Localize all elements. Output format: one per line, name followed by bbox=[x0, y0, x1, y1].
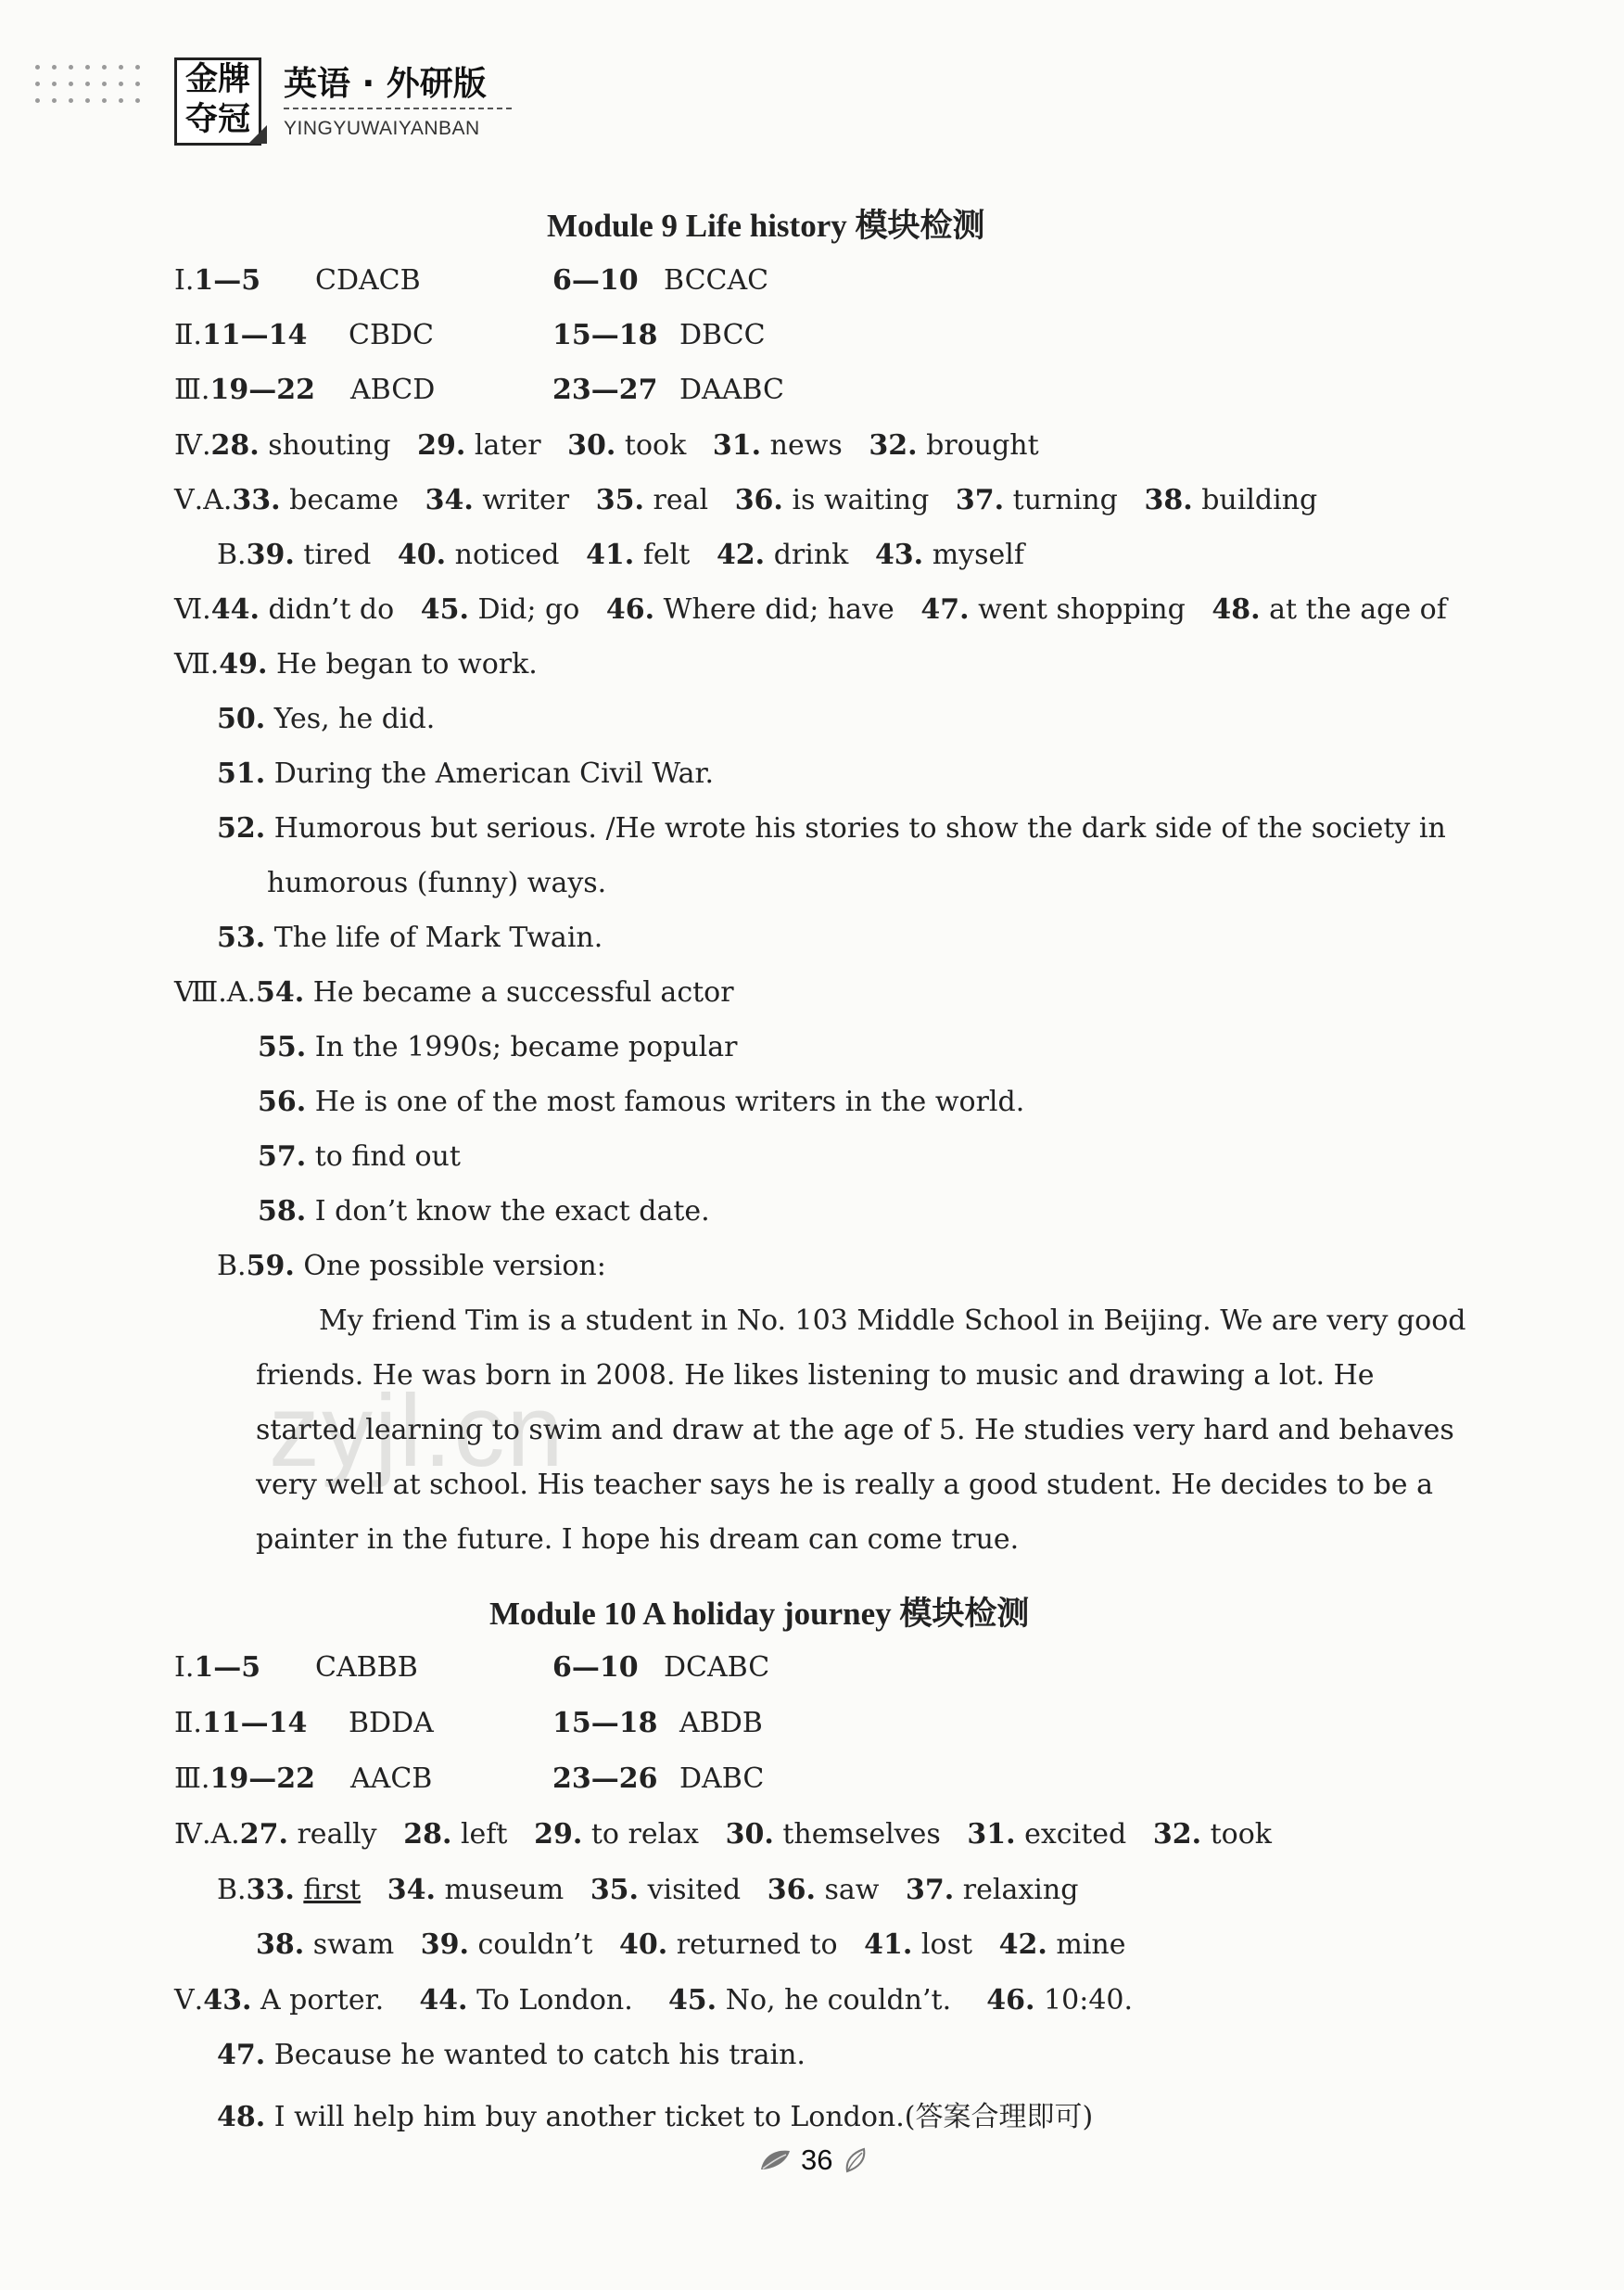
part-label: A. bbox=[210, 1818, 240, 1851]
item-number: 49. bbox=[219, 648, 268, 681]
m9-sec7-52 bbox=[217, 812, 1446, 845]
m10-sec4b bbox=[217, 1874, 1078, 1906]
answer: left bbox=[460, 1818, 508, 1851]
logo-line2: 夺冠 bbox=[185, 101, 251, 138]
section-number: Ⅲ. bbox=[174, 374, 210, 406]
answer: later bbox=[474, 429, 541, 462]
m9-sec8-56 bbox=[258, 1086, 1024, 1118]
answer: news bbox=[769, 429, 843, 462]
part-label: B. bbox=[217, 1874, 247, 1906]
m9-sec7-53 bbox=[217, 922, 603, 954]
m9-sec2 bbox=[174, 319, 307, 351]
m9-sec8-54 bbox=[174, 976, 734, 1009]
item-number: 38. bbox=[256, 1928, 305, 1961]
section-number: Ⅷ. bbox=[174, 976, 227, 1009]
item-number: 39. bbox=[420, 1928, 469, 1961]
header-dots-decoration bbox=[35, 65, 156, 115]
item-number: 58. bbox=[258, 1195, 307, 1228]
page-footer bbox=[758, 2144, 869, 2177]
item-number: 37. bbox=[955, 484, 1005, 516]
answer: became bbox=[289, 484, 400, 516]
answer: first bbox=[303, 1874, 362, 1906]
m9-sec7-50 bbox=[217, 703, 435, 735]
m9-sec7-52-continued: humorous (funny) ways. bbox=[267, 867, 607, 899]
item-number: 51. bbox=[217, 757, 266, 790]
range: 19—22 bbox=[209, 1762, 315, 1795]
section-number: Ⅶ. bbox=[174, 648, 220, 681]
m9-sec7-51 bbox=[217, 757, 714, 790]
answer: is waiting bbox=[792, 484, 930, 516]
essay-line: friends. He was born in 2008. He likes listening to music and drawing a lot. He bbox=[256, 1359, 1375, 1392]
answer: He became a successful actor bbox=[312, 976, 734, 1009]
m9-sec5b bbox=[217, 539, 1024, 571]
item-number: 40. bbox=[397, 539, 447, 571]
m9-sec6 bbox=[174, 593, 1447, 626]
answer-group: BDDA bbox=[349, 1707, 434, 1739]
section-number: Ⅰ. bbox=[174, 264, 195, 297]
essay-line: started learning to swim and draw at the age of 5. He studies very hard and behaves bbox=[256, 1414, 1454, 1446]
answer: saw bbox=[824, 1874, 880, 1906]
item-number: 52. bbox=[217, 812, 266, 845]
essay-line: My friend Tim is a student in No. 103 Middle School in Beijing. We are very good bbox=[319, 1304, 1466, 1337]
item-number: 28. bbox=[210, 429, 260, 462]
page-number: 36 bbox=[801, 2144, 833, 2176]
section-number: Ⅵ. bbox=[174, 593, 211, 626]
m9-sec3 bbox=[174, 374, 315, 406]
logo-corner-decoration bbox=[248, 125, 267, 144]
item-number: 33. bbox=[246, 1874, 295, 1906]
answer: lost bbox=[920, 1928, 973, 1961]
answer: Where did; have bbox=[663, 593, 894, 626]
section-number: Ⅳ. bbox=[174, 1818, 211, 1851]
leaf-right-icon bbox=[842, 2147, 869, 2173]
answer: In the 1990s; became popular bbox=[314, 1031, 738, 1063]
answer: real bbox=[653, 484, 709, 516]
answer: shouting bbox=[268, 429, 391, 462]
item-number: 30. bbox=[567, 429, 616, 462]
answer: mine bbox=[1056, 1928, 1126, 1961]
range: 11—14 bbox=[201, 1707, 308, 1739]
item-number: 31. bbox=[967, 1818, 1016, 1851]
item-number: 29. bbox=[534, 1818, 583, 1851]
m9-sec7-49 bbox=[174, 648, 538, 681]
answer: To London. bbox=[476, 1984, 633, 2016]
m9-sec4 bbox=[174, 429, 1039, 462]
item-number: 34. bbox=[425, 484, 474, 516]
answer: brought bbox=[926, 429, 1039, 462]
m9-sec8-57 bbox=[258, 1140, 461, 1173]
answer: A porter. bbox=[260, 1984, 385, 2016]
subject-pinyin: YINGYUWAIYANBAN bbox=[284, 118, 480, 139]
answer: swam bbox=[312, 1928, 395, 1961]
answer-group: CABBB bbox=[315, 1651, 418, 1684]
range: 1—5 bbox=[194, 264, 261, 297]
answer-group: CDACB bbox=[315, 264, 421, 297]
item-number: 46. bbox=[605, 593, 655, 626]
answer: to find out bbox=[314, 1140, 461, 1173]
m10-sec5-48 bbox=[217, 2093, 1093, 2134]
item-number: 32. bbox=[1152, 1818, 1202, 1851]
answer-group: DABC bbox=[679, 1762, 765, 1795]
answer: He is one of the most famous writers in the world. bbox=[314, 1086, 1025, 1118]
answer: really bbox=[297, 1818, 377, 1851]
m9-sec1 bbox=[174, 264, 260, 297]
item-number: 45. bbox=[420, 593, 469, 626]
answer-group: ABDB bbox=[679, 1707, 763, 1739]
m10-sec2 bbox=[174, 1707, 307, 1739]
item-number: 59. bbox=[246, 1250, 295, 1282]
m10-sec1 bbox=[174, 1651, 260, 1684]
item-number: 35. bbox=[595, 484, 644, 516]
item-number: 38. bbox=[1144, 484, 1193, 516]
m9-sec8-58 bbox=[258, 1195, 710, 1228]
section-number: Ⅳ. bbox=[174, 429, 211, 462]
essay-line: painter in the future. I hope his dream can come true. bbox=[256, 1523, 1020, 1556]
answer: I will help him buy another ticket to London.(答案合理即可) bbox=[273, 2101, 1094, 2133]
answer: took bbox=[1210, 1818, 1272, 1851]
m10-sec4b2 bbox=[256, 1928, 1126, 1961]
item-number: 45. bbox=[667, 1984, 717, 2016]
answer-group: DCABC bbox=[664, 1651, 770, 1684]
answer: Because he wanted to catch his train. bbox=[273, 2039, 806, 2071]
item-number: 46. bbox=[986, 1984, 1035, 2016]
item-number: 28. bbox=[403, 1818, 452, 1851]
m9-sec5a bbox=[174, 484, 1317, 516]
answer: themselves bbox=[782, 1818, 941, 1851]
answer: No, he couldn’t. bbox=[725, 1984, 952, 2016]
item-number: 43. bbox=[874, 539, 924, 571]
item-number: 47. bbox=[920, 593, 970, 626]
header-divider bbox=[284, 108, 512, 109]
answer: myself bbox=[932, 539, 1024, 571]
item-number: 56. bbox=[258, 1086, 307, 1118]
subject-title: 英语 · 外研版 bbox=[284, 65, 487, 103]
item-number: 33. bbox=[232, 484, 281, 516]
answer: returned to bbox=[676, 1928, 838, 1961]
part-label: A. bbox=[226, 976, 256, 1009]
m10-sec4a bbox=[174, 1818, 1272, 1851]
answer: visited bbox=[647, 1874, 742, 1906]
section-number: Ⅰ. bbox=[174, 1651, 195, 1684]
item-number: 55. bbox=[258, 1031, 307, 1063]
range: 1—5 bbox=[194, 1651, 261, 1684]
item-number: 40. bbox=[619, 1928, 668, 1961]
section-number: Ⅱ. bbox=[174, 1707, 202, 1739]
answer: went shopping bbox=[978, 593, 1186, 626]
m10-sec5-47 bbox=[217, 2039, 806, 2071]
answer: Yes, he did. bbox=[273, 703, 436, 735]
range: 6—10 bbox=[552, 264, 639, 297]
item-number: 32. bbox=[869, 429, 918, 462]
answer: Humorous but serious. /He wrote his stories to show the dark side of the society in bbox=[273, 812, 1446, 845]
item-number: 54. bbox=[256, 976, 305, 1009]
item-number: 37. bbox=[906, 1874, 955, 1906]
range: 15—18 bbox=[552, 319, 658, 351]
answer: relaxing bbox=[962, 1874, 1079, 1906]
section-number: Ⅴ. bbox=[174, 1984, 204, 2016]
m9-sec8-55 bbox=[258, 1031, 738, 1063]
answer: 10:40. bbox=[1044, 1984, 1134, 2016]
item-number: 44. bbox=[419, 1984, 468, 2016]
range: 23—27 bbox=[552, 374, 658, 406]
answer: He began to work. bbox=[276, 648, 538, 681]
range: 15—18 bbox=[552, 1707, 658, 1739]
part-label: B. bbox=[217, 1250, 247, 1282]
answer: felt bbox=[642, 539, 691, 571]
answer: building bbox=[1201, 484, 1318, 516]
answer-group: AACB bbox=[350, 1762, 433, 1795]
item-number: 30. bbox=[725, 1818, 774, 1851]
item-number: 53. bbox=[217, 922, 266, 954]
answer: couldn’t bbox=[477, 1928, 593, 1961]
item-number: 35. bbox=[590, 1874, 640, 1906]
answer: at the age of bbox=[1269, 593, 1447, 626]
item-number: 57. bbox=[258, 1140, 307, 1173]
leaf-left-icon bbox=[758, 2147, 792, 2173]
answer: During the American Civil War. bbox=[273, 757, 715, 790]
watermark: zyjl.cn bbox=[269, 1374, 565, 1488]
answer-group: CBDC bbox=[349, 319, 435, 351]
item-number: 42. bbox=[998, 1928, 1047, 1961]
answer: museum bbox=[444, 1874, 565, 1906]
answer-group: DBCC bbox=[679, 319, 766, 351]
item-number: 36. bbox=[734, 484, 783, 516]
item-number: 50. bbox=[217, 703, 266, 735]
range: 19—22 bbox=[209, 374, 315, 406]
item-number: 48. bbox=[217, 2101, 266, 2133]
item-number: 34. bbox=[387, 1874, 436, 1906]
module10-title: Module 10 A holiday journey 模块检测 bbox=[489, 1596, 1030, 1632]
answer: noticed bbox=[454, 539, 560, 571]
answer-group: DAABC bbox=[679, 374, 784, 406]
answer: tired bbox=[303, 539, 372, 571]
answer: to relax bbox=[590, 1818, 699, 1851]
item-number: 44. bbox=[210, 593, 260, 626]
item-number: 39. bbox=[246, 539, 295, 571]
range: 11—14 bbox=[201, 319, 308, 351]
item-number: 43. bbox=[203, 1984, 252, 2016]
logo-line1: 金牌 bbox=[185, 61, 251, 98]
range: 6—10 bbox=[552, 1651, 639, 1684]
part-label: B. bbox=[217, 539, 247, 571]
answer: writer bbox=[482, 484, 570, 516]
item-number: 27. bbox=[239, 1818, 288, 1851]
item-number: 42. bbox=[716, 539, 766, 571]
answer: drink bbox=[773, 539, 849, 571]
range: 23—26 bbox=[552, 1762, 658, 1795]
m9-sec8-59 bbox=[217, 1250, 606, 1282]
answer-group: ABCD bbox=[350, 374, 436, 406]
answer: One possible version: bbox=[303, 1250, 606, 1282]
answer: The life of Mark Twain. bbox=[273, 922, 603, 954]
item-number: 29. bbox=[417, 429, 466, 462]
answer: Did; go bbox=[477, 593, 580, 626]
essay-line: very well at school. His teacher says he is really a good student. He decides to be a bbox=[256, 1469, 1433, 1501]
answer: took bbox=[624, 429, 687, 462]
item-number: 41. bbox=[864, 1928, 913, 1961]
answer-group: BCCAC bbox=[664, 264, 769, 297]
answer: excited bbox=[1024, 1818, 1127, 1851]
section-number: Ⅴ. bbox=[174, 484, 204, 516]
section-number: Ⅲ. bbox=[174, 1762, 210, 1795]
answer: I don’t know the exact date. bbox=[314, 1195, 710, 1228]
item-number: 48. bbox=[1212, 593, 1261, 626]
item-number: 47. bbox=[217, 2039, 266, 2071]
answer: turning bbox=[1012, 484, 1118, 516]
item-number: 36. bbox=[767, 1874, 816, 1906]
item-number: 31. bbox=[712, 429, 762, 462]
part-label: A. bbox=[203, 484, 233, 516]
m10-sec5 bbox=[174, 1984, 1133, 2016]
module9-title: Module 9 Life history 模块检测 bbox=[547, 208, 985, 244]
answer: didn’t do bbox=[268, 593, 395, 626]
m10-sec3 bbox=[174, 1762, 315, 1795]
section-number: Ⅱ. bbox=[174, 319, 202, 351]
item-number: 41. bbox=[586, 539, 635, 571]
